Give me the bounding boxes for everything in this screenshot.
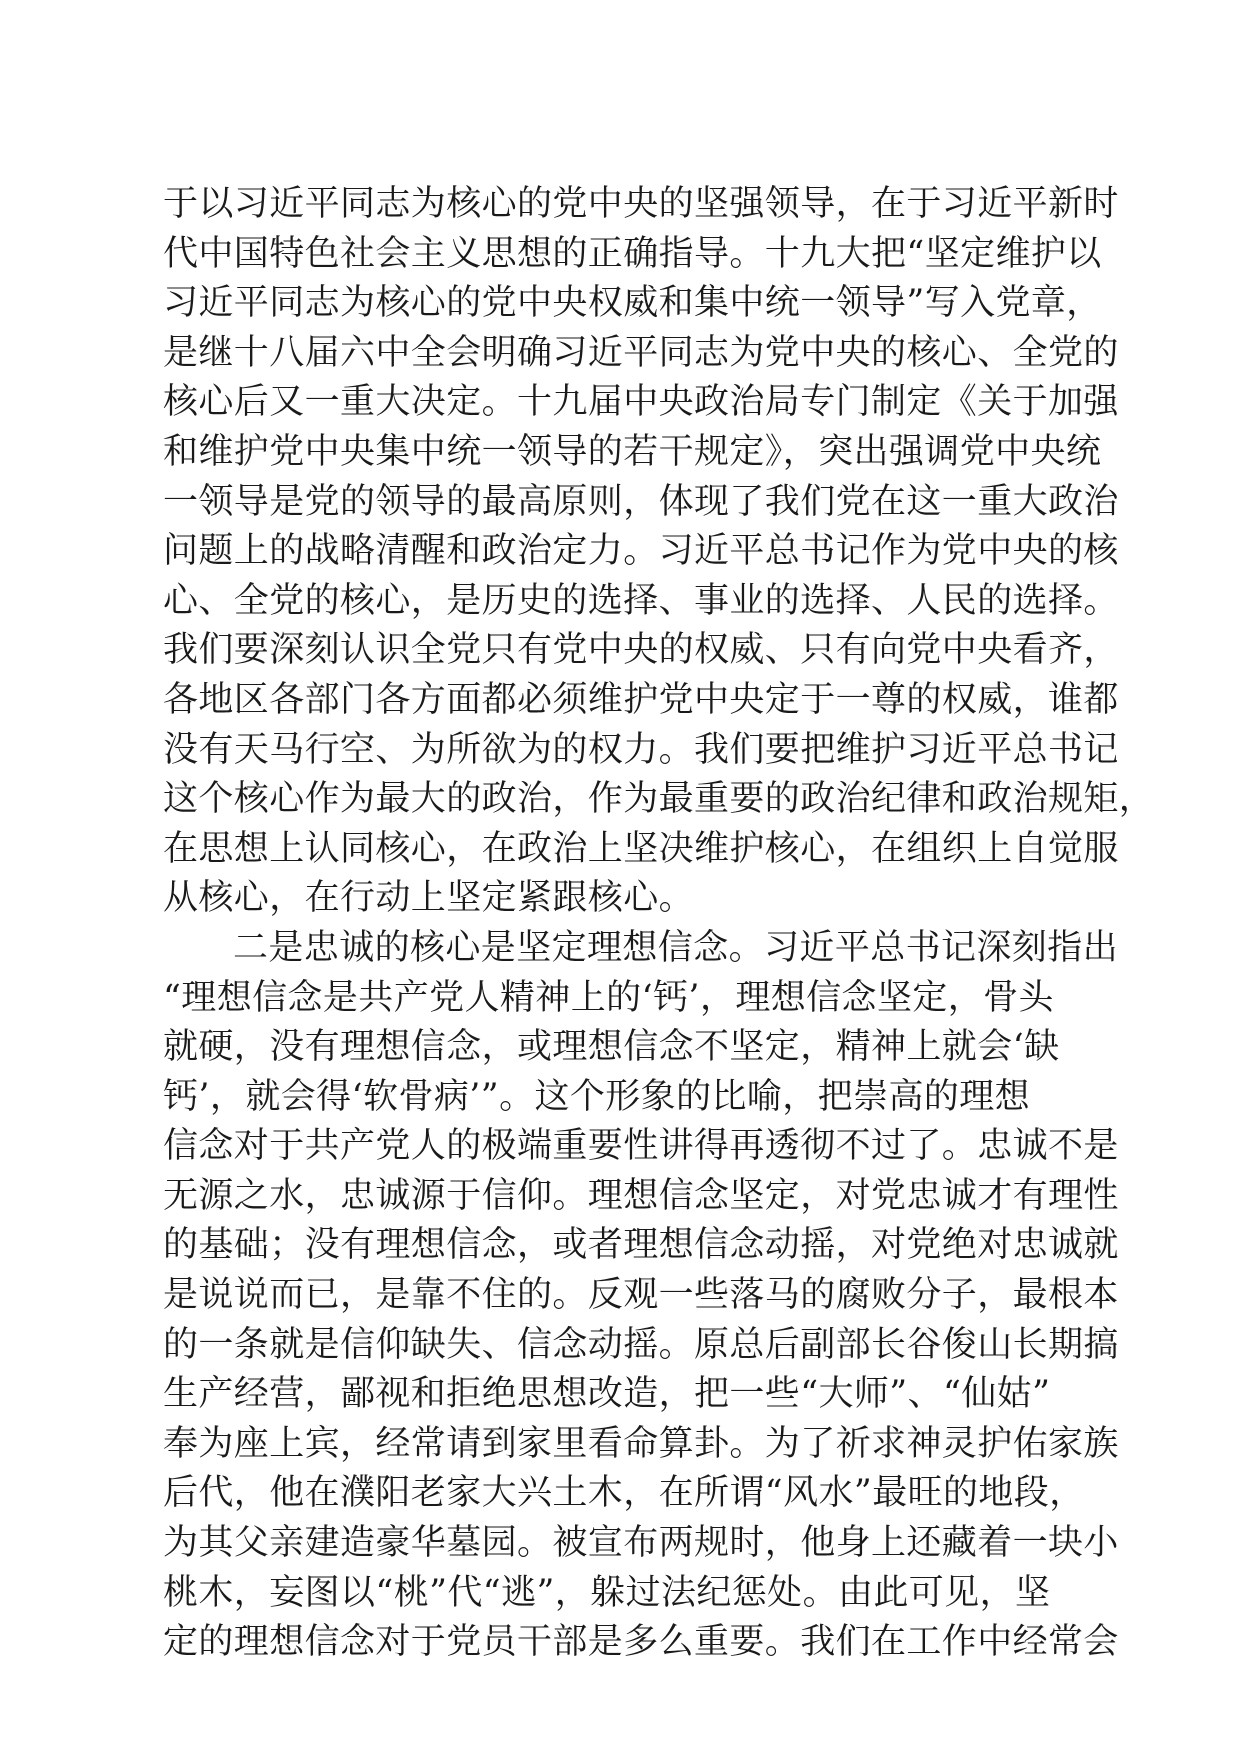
text-line: 钙’，就会得‘软骨病’”。这个形象的比喻，把崇高的理想 xyxy=(163,1076,1031,1117)
text-line: 心、全党的核心，是历史的选择、事业的选择、人民的选择。 xyxy=(163,580,1119,621)
text-line: 奉为座上宾，经常请到家里看命算卦。为了祈求神灵护佑家族 xyxy=(163,1423,1119,1464)
text-line: 问题上的战略清醒和政治定力。习近平总书记作为党中央的核 xyxy=(163,531,1119,572)
body-text xyxy=(163,180,1155,1668)
text-line: 后代，他在濮阳老家大兴土木，在所谓“风水”最旺的地段， xyxy=(163,1473,1085,1514)
text-line: 一领导是党的领导的最高原则，体现了我们党在这一重大政治 xyxy=(163,481,1119,522)
text-line: 生产经营，鄙视和拒绝思想改造，把一些“大师”、“仙姑” xyxy=(163,1374,1051,1415)
text-line: 无源之水，忠诚源于信仰。理想信念坚定，对党忠诚才有理性 xyxy=(163,1175,1119,1216)
text-line: 没有天马行空、为所欲为的权力。我们要把维护习近平总书记 xyxy=(163,729,1119,770)
text-line: 核心后又一重大决定。十九届中央政治局专门制定《关于加强 xyxy=(163,382,1119,423)
text-line: 各地区各部门各方面都必须维护党中央定于一尊的权威，谁都 xyxy=(163,679,1119,720)
text-line: 我们要深刻认识全党只有党中央的权威、只有向党中央看齐， xyxy=(163,630,1119,671)
text-line: 信念对于共产党人的极端重要性讲得再透彻不过了。忠诚不是 xyxy=(163,1126,1119,1167)
text-line: 代中国特色社会主义思想的正确指导。十九大把“坚定维护以 xyxy=(163,233,1102,274)
text-line: 这个核心作为最大的政治，作为最重要的政治纪律和政治规矩， xyxy=(163,779,1155,820)
text-line: 就硬，没有理想信念，或理想信念不坚定，精神上就会‘缺 xyxy=(163,1027,1060,1068)
text-line: 的基础；没有理想信念，或者理想信念动摇，对党绝对忠诚就 xyxy=(163,1225,1119,1266)
text-line: 习近平同志为核心的党中央权威和集中统一领导”写入党章， xyxy=(163,283,1102,324)
text-line: 于以习近平同志为核心的党中央的坚强领导，在于习近平新时 xyxy=(163,184,1119,224)
text-line: 在思想上认同核心，在政治上坚决维护核心，在组织上自觉服 xyxy=(163,828,1119,869)
text-line: 是说说而已，是靠不住的。反观一些落马的腐败分子，最根本 xyxy=(163,1275,1119,1316)
text-line: 定的理想信念对于党员干部是多么重要。我们在工作中经常会 xyxy=(163,1622,1119,1663)
text-line: 为其父亲建造豪华墓园。被宣布两规时，他身上还藏着一块小 xyxy=(163,1523,1119,1564)
text-line: 的一条就是信仰缺失、信念动摇。原总后副部长谷俊山长期搞 xyxy=(163,1324,1119,1365)
text-line: “理想信念是共产党人精神上的‘钙’，理想信念坚定，骨头 xyxy=(163,977,1054,1018)
text-line: 从核心，在行动上坚定紧跟核心。 xyxy=(163,878,695,919)
text-line: 和维护党中央集中统一领导的若干规定》，突出强调党中央统 xyxy=(163,431,1102,472)
text-line: 是继十八届六中全会明确习近平同志为党中央的核心、全党的 xyxy=(163,332,1119,373)
text-line: 桃木，妄图以“桃”代“逃”，躲过法纪惩处。由此可见，坚 xyxy=(163,1572,1051,1613)
paragraph-start-line: 二是忠诚的核心是坚定理想信念。习近平总书记深刻指出 xyxy=(233,927,1119,968)
